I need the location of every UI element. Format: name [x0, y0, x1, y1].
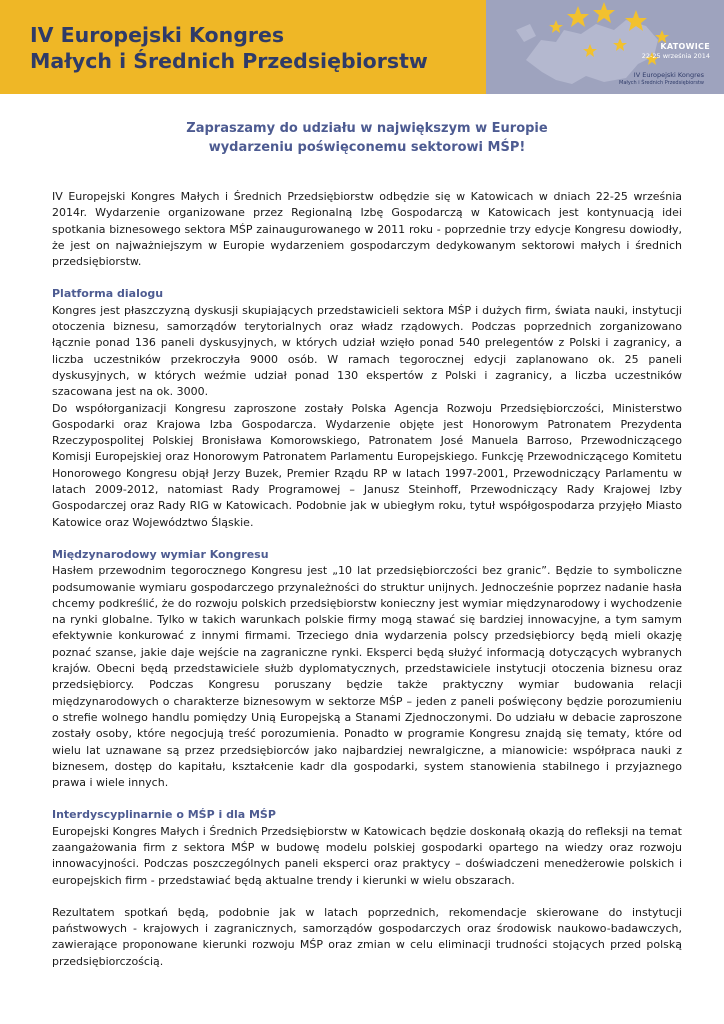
section-paragraph: Do współorganizacji Kongresu zaproszone zostały Polska Agencja Rozwoju Przedsiębiorczości, Ministerstwo Gospodarki oraz Krajowa Izba Gospodarcza. Wydarzenie objęte jest Honorowym Patronatem Prezydenta Rzeczypospolitej Polskiej Bronisława Komorowskiego, Patronatem José Manuela Barroso, Przewodniczącego Komisji Europejskiej oraz Honorowym Patronatem Parlamentu Europejskiego. Funkcję Przewodniczącego Komitetu Honorowego Kongresu objął Jerzy Buzek, Premier Rządu RP w latach 1997-2001, Przewodniczący Parlamentu w latach 2009-2012, natomiast Rady Programowej – Janusz Steinhoff, Przewodniczący Rady Krajowej Izby Gospodarczej oraz Rady RIG w Katowicach. Podobnie jak w ubiegłym roku, tytuł współgospodarza przyjęło Miasto Katowice oraz Województwo Śląskie.: [52, 401, 682, 529]
title-line-1: IV Europejski Kongres: [30, 23, 285, 47]
section-paragraph: Europejski Kongres Małych i Średnich Przedsiębiorstw w Katowicach będzie doskonałą okazją do refleksji na temat zaangażowania firm z sektora MŚP w budowę modelu polskiej gospodarki opartego na wiedzy oraz rozwoju innowacyjności. Podczas poszczególnych paneli eksperci oraz praktycy – doświadczeni menedżerowie polskich i europejskich firm - przedstawiać będą aktualne trendy i kierunki w wielu obszarach.: [52, 824, 682, 887]
badge-city: KATOWICE: [660, 42, 710, 51]
closing-paragraph: Rezultatem spotkań będą, podobnie jak w latach poprzednich, rekomendacje skierowane do instytucji państwowych - krajowych i zagranicznych, samorządów gospodarczych oraz środowisk naukowo-badawczych, zawierające proponowane kierunki rozwoju MŚP oraz zmian w celu eliminacji trudności stojących przed polską przedsiębiorczością.: [52, 905, 682, 968]
headline-line-1: Zapraszamy do udziału w największym w Europie: [186, 121, 548, 136]
document-body: [52, 119, 682, 970]
congress-title: [30, 22, 428, 74]
section-paragraph: Kongres jest płaszczyzną dyskusji skupiających przedstawicieli sektora MŚP i dużych firm, świata nauki, instytucji otoczenia biznesu, samorządów terytorialnych oraz władz rządowych. Podczas poprzednich zorganizowano łącznie ponad 136 paneli dyskusyjnych, w których udział wzięło ponad 540 prelegentów z Polski i zagranicy, a liczba uczestników przekroczyła 9000 osób. W ramach tegorocznej edycji zaplanowano ok. 25 paneli dyskusyjnych, w których weźmie udział ponad 130 ekspertów z Polski i zagranicy, a liczba uczestników szacowana jest na ok. 3000.: [52, 303, 682, 399]
headline-line-2: wydarzeniu poświęconemu sektorowi MŚP!: [208, 140, 526, 155]
title-line-2: Małych i Średnich Przedsiębiorstw: [30, 49, 428, 73]
badge-subname: Małych i Średnich Przedsiębiorstw: [619, 80, 704, 86]
badge-dates: 22-25 września 2014: [641, 52, 710, 60]
section-title-platform: Platforma dialogu: [52, 287, 164, 301]
section-title-interdisciplinary: Interdyscyplinarnie o MŚP i dla MŚP: [52, 808, 276, 822]
header-banner: [0, 0, 724, 94]
congress-logo-badge: [486, 0, 724, 94]
section-paragraph: Hasłem przewodnim tegorocznego Kongresu jest „10 lat przedsiębiorczości bez granic”. Będzie to symboliczne podsumowanie wymiaru gospodarczego przynależności do struktur unijnych. Jednocześnie poprzez nadanie hasła chcemy podkreślić, że do rozwoju polskich przedsiębiorstw konieczny jest wymiar międzynarodowy i wychodzenie na rynki globalne. Tylko w takich warunkach polskie firmy mogą stawać się bardziej innowacyjne, a tym samym efektywnie konkurować z innymi firmami. Trzeciego dnia wydarzenia polscy przedsiębiorcy będą mieli okazję poznać szanse, jakie daje wejście na zagraniczne rynki. Eksperci będą służyć informacją dotyczących wybranych krajów. Obecni będą przedstawiciele służb dyplomatycznych, przedstawiciele instytucji otoczenia biznesu oraz przedsiębiorcy. Podczas Kongresu poruszany będzie także praktyczny wymiar budowania relacji międzynarodowych o charakterze biznesowym w sektorze MŚP – jeden z paneli poświęcony będzie porozumieniu o strefie wolnego handlu pomiędzy Unią Europejską a Stanami Zjednoczonymi. Do udziału w debacie zaproszone zostały osoby, które negocjują treść porozumienia. Ponadto w programie Kongresu znajdą się tematy, które od wielu lat uznawane są przez przedsiębiorców jako najbardziej newralgiczne, a mianowicie: współpraca nauki z biznesem, dostęp do kapitału, kształcenie kadr dla gospodarki, system stanowienia stabilnego i przyjaznego prawa i wiele innych.: [52, 564, 682, 790]
section-title-international: Międzynarodowy wymiar Kongresu: [52, 547, 269, 561]
badge-name: IV Europejski Kongres: [633, 71, 704, 79]
intro-paragraph: IV Europejski Kongres Małych i Średnich Przedsiębiorstw odbędzie się w Katowicach w dniach 22-25 września 2014r. Wydarzenie organizowane przez Regionalną Izbę Gospodarczą w Katowicach jest kontynuacją idei spotkania biznesowego sektora MŚP zainaugurowanego w 2011 roku - poprzednie trzy edycje Kongresu dowiodły, że jest on najważniejszym w Europie wydarzeniem gospodarczym dedykowanym sektorowi małych i średnich przedsiębiorstw.: [52, 190, 682, 269]
headline: [52, 119, 682, 157]
